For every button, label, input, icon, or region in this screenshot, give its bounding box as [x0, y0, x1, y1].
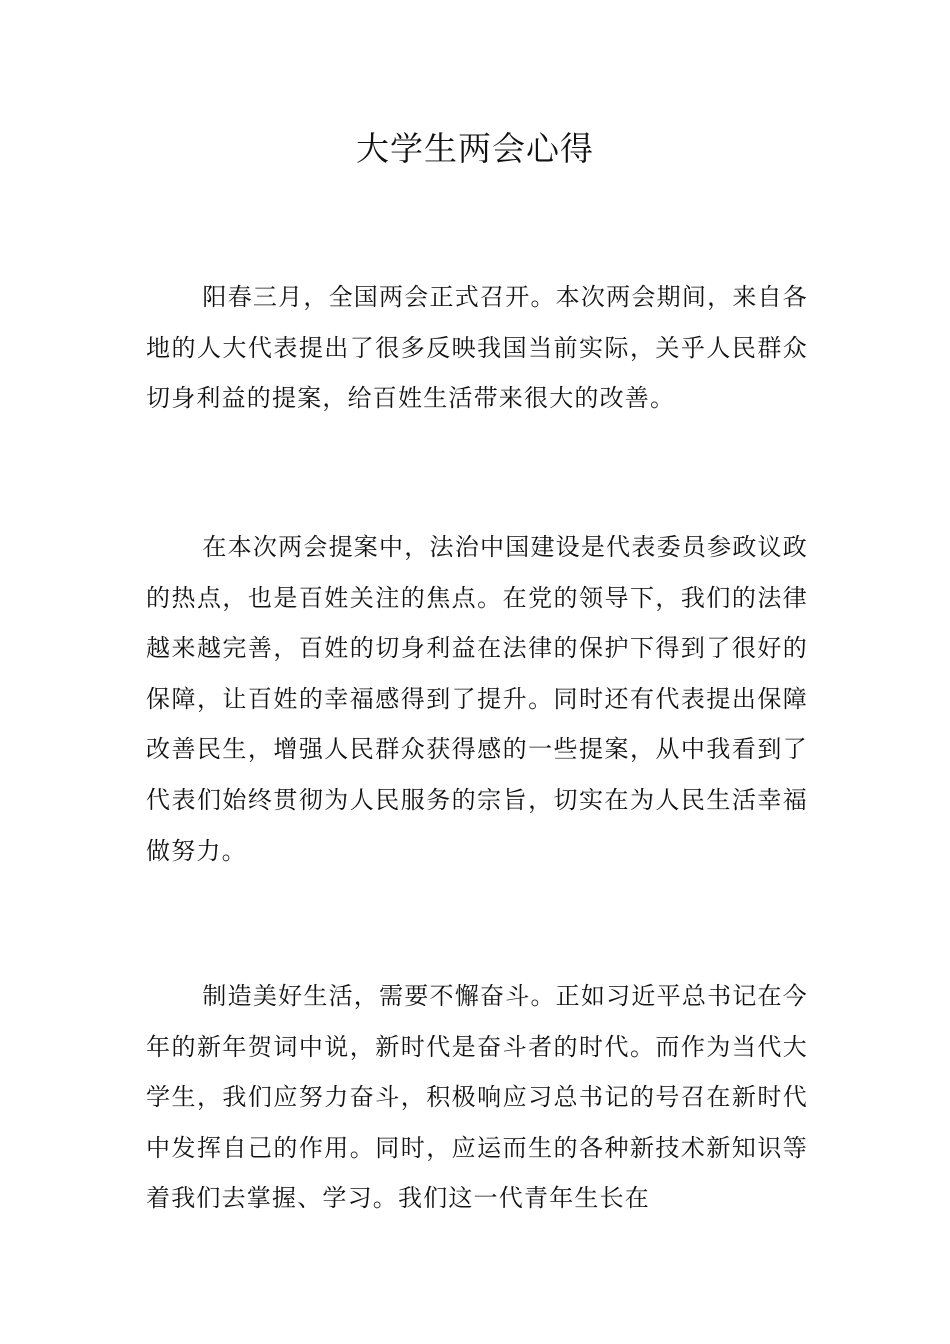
- paragraph-3: 制造美好生活，需要不懈奋斗。正如习近平总书记在今年的新年贺词中说，新时代是奋斗者的时代。而作为当代大学生，我们应努力奋斗，积极响应习总书记的号召在新时代中发挥自己的作用。同时，应运而生的各种新技术新知识等着我们去掌握、学习。我们这一代青年生长在: [146, 982, 808, 1213]
- paragraph-2: 在本次两会提案中，法治中国建设是代表委员参政议政的热点，也是百姓关注的焦点。在党的领导下，我们的法律越来越完善，百姓的切身利益在法律的保护下得到了很好的保障，让百姓的幸福感得到了提升。同时还有代表提出保障改善民生，增强人民群众获得感的一些提案，从中我看到了代表们始终贯彻为人民服务的宗旨，切实在为人民生活幸福做努力。: [146, 533, 808, 865]
- paragraph-1: 阳春三月，全国两会正式召开。本次两会期间，来自各地的人大代表提出了很多反映我国当前实际，关乎人民群众切身利益的提案，给百姓生活带来很大的改善。: [146, 283, 808, 413]
- document-title: 大学生两会心得: [356, 129, 594, 168]
